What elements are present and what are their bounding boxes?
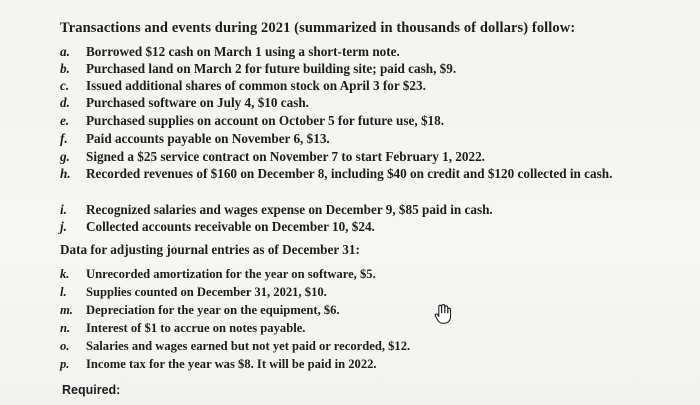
item-letter: n. xyxy=(60,321,71,335)
hand-pointer-icon xyxy=(431,302,455,326)
item-letter: f. xyxy=(60,131,68,146)
item-text: Paid accounts payable on November 6, $13. xyxy=(86,131,330,146)
transaction-item-h xyxy=(60,166,680,200)
item-text: Supplies counted on December 31, 2021, $10. xyxy=(86,285,327,299)
item-text: Salaries and wages earned but not yet paid or recorded, $12. xyxy=(86,339,411,353)
item-letter: k. xyxy=(60,267,70,281)
item-text: Recognized salaries and wages expense on December 9, $85 paid in cash. xyxy=(86,202,493,217)
item-text: Interest of $1 to accrue on notes payable. xyxy=(86,321,306,335)
item-text: Purchased supplies on account on October 5 for future use, $18. xyxy=(86,113,445,128)
item-text: Depreciation for the year on the equipment, $6. xyxy=(86,303,340,317)
item-letter: j. xyxy=(60,219,67,234)
item-letter: e. xyxy=(60,113,70,128)
item-letter: o. xyxy=(60,339,70,353)
item-text: Purchased software on July 4, $10 cash. xyxy=(86,95,309,110)
item-letter: a. xyxy=(60,44,70,59)
item-text: Unrecorded amortization for the year on software, $5. xyxy=(86,267,376,281)
item-letter: b. xyxy=(60,61,70,76)
item-text: Issued additional shares of common stock on April 3 for $23. xyxy=(86,78,426,93)
item-letter: d. xyxy=(60,95,70,110)
item-text: Signed a $25 service contract on November 7 to start February 1, 2022. xyxy=(86,149,485,164)
intro-heading: Transactions and events during 2021 (summarized in thousands of dollars) follow: xyxy=(60,20,576,36)
item-text: Borrowed $12 cash on March 1 using a short-term note. xyxy=(86,44,400,59)
item-letter: h. xyxy=(60,166,71,181)
item-text: Purchased land on March 2 for future building site; paid cash, $9. xyxy=(86,61,457,76)
item-letter: c. xyxy=(60,78,70,93)
item-text: Collected accounts receivable on December 10, $24. xyxy=(86,219,375,234)
item-letter: g. xyxy=(60,149,70,164)
item-text: Income tax for the year was $8. It will be paid in 2022. xyxy=(86,357,377,371)
item-letter: m. xyxy=(60,303,73,317)
item-letter: i. xyxy=(60,202,67,217)
item-letter: p. xyxy=(60,357,70,371)
item-letter: l. xyxy=(60,285,67,299)
item-text: Recorded revenues of $160 on December 8, including $40 on credit and $120 collected in cash. xyxy=(86,166,613,181)
adjusting-data-heading: Data for adjusting journal entries as of December 31: xyxy=(60,242,360,257)
required-label: Required: xyxy=(62,383,121,397)
